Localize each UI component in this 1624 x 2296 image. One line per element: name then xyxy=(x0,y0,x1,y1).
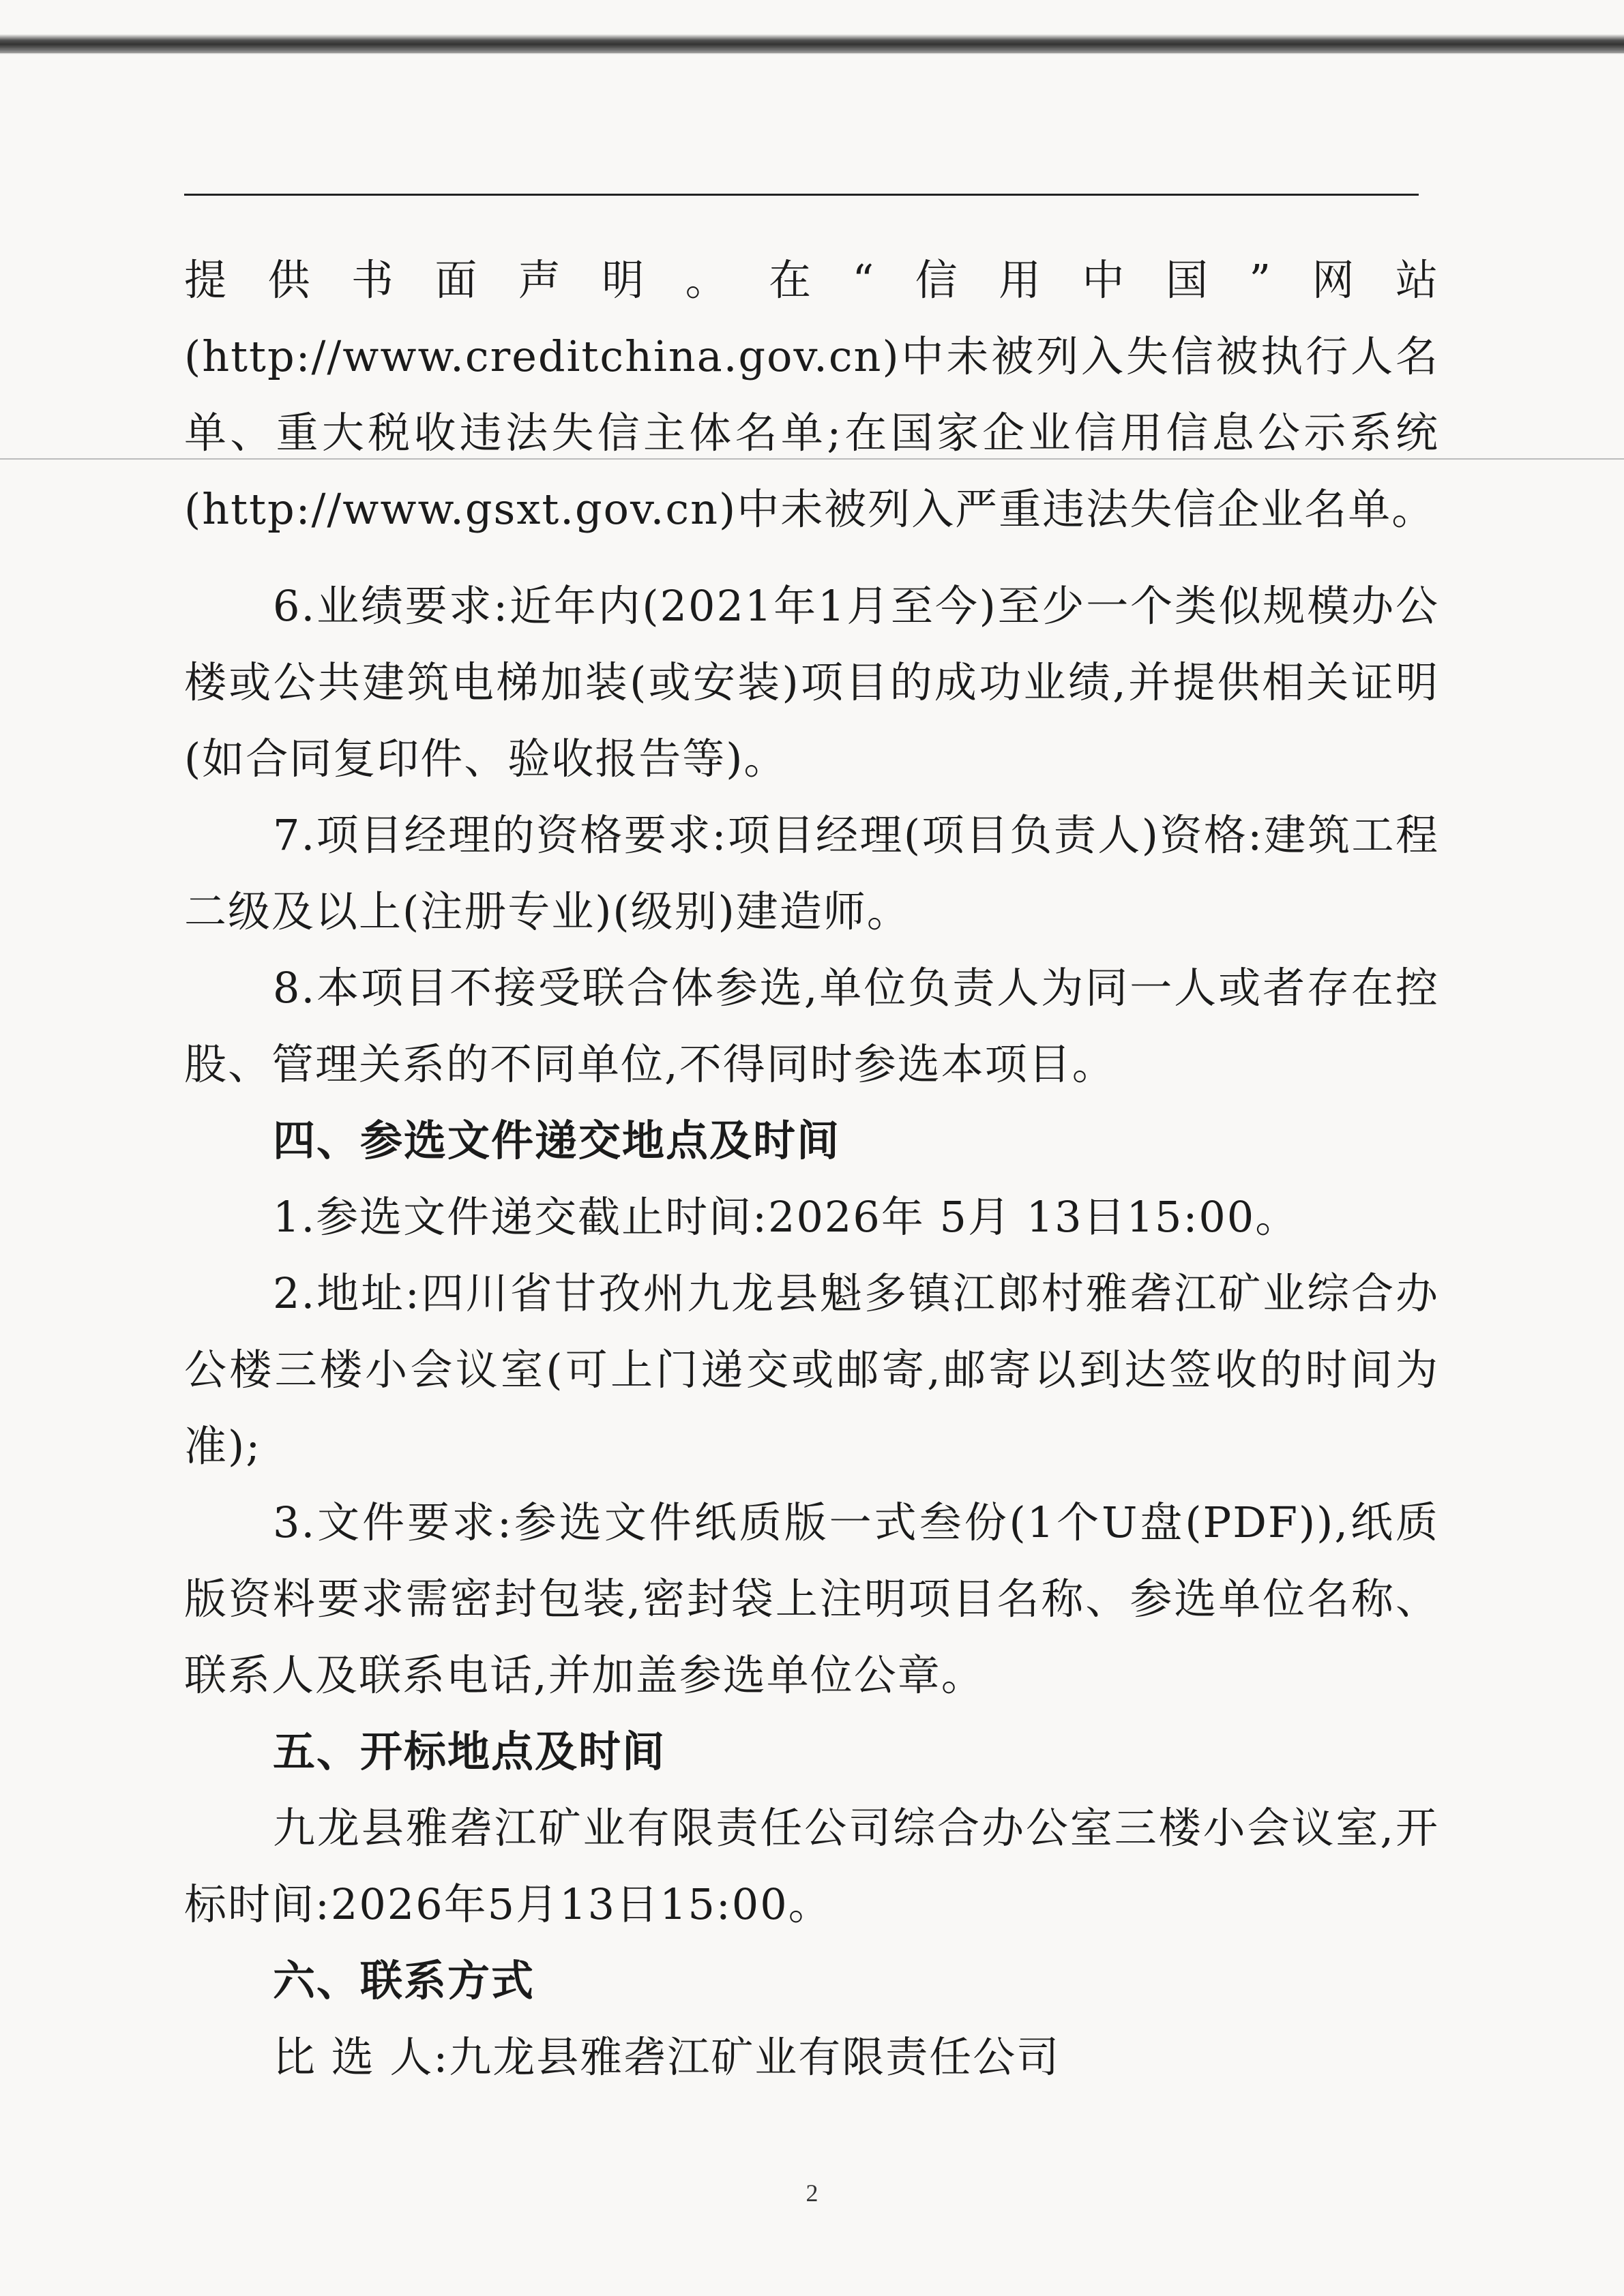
paragraph-no-consortium: 8.本项目不接受联合体参选,单位负责人为同一人或者存在控股、管理关系的不同单位,不得同时参选本项目。 xyxy=(184,963,1439,1089)
page-number: 2 xyxy=(806,2179,818,2207)
paragraph-submission-address: 2.地址:四川省甘孜州九龙县魁多镇江郎村雅砻江矿业综合办公楼三楼小会议室(可上门递交或邮寄,邮寄以到达签收的时间为准); xyxy=(184,1268,1439,1471)
document-body xyxy=(184,242,1439,2186)
paragraph-performance-requirement: 6.业绩要求:近年内(2021年1月至今)至少一个类似规模办公楼或公共建筑电梯加装(或安装)项目的成功业绩,并提供相关证明(如合同复印件、验收报告等)。 xyxy=(184,581,1439,784)
paragraph-manager-qualification: 7.项目经理的资格要求:项目经理(项目负责人)资格:建筑工程二级及以上(注册专业)(级别)建造师。 xyxy=(184,810,1439,936)
paragraph-document-requirements: 3.文件要求:参选文件纸质版一式叁份(1个U盘(PDF)),纸质版资料要求需密封包装,密封袋上注明项目名称、参选单位名称、联系人及联系电话,并加盖参选单位公章。 xyxy=(184,1497,1439,1700)
paragraph-contact-comparer: 比 选 人:九龙县雅砻江矿业有限责任公司 xyxy=(273,2032,1061,2082)
paragraph-submission-deadline: 1.参选文件递交截止时间:2026年 5月 13日15:00。 xyxy=(273,1192,1299,1242)
section-heading-contact: 六、联系方式 xyxy=(273,1956,535,2006)
scan-edge-line xyxy=(0,49,1624,53)
paragraph-credit-statement: 提供书面声明。在“信用中国”网站(http://www.creditchina.gov.cn)中未被列入失信被执行人名单、重大税收违法失信主体名单;在国家企业信用信息公示系统(http://www.gsxt.gov.cn)中未被列入严重违法失信企业名单。 xyxy=(184,255,1439,534)
paragraph-opening-details: 九龙县雅砻江矿业有限责任公司综合办公室三楼小会议室,开标时间:2026年5月13日15:00。 xyxy=(184,1803,1439,1929)
section-heading-submission: 四、参选文件递交地点及时间 xyxy=(273,1116,841,1165)
section-heading-opening: 五、开标地点及时间 xyxy=(273,1727,666,1776)
header-rule xyxy=(184,194,1419,196)
